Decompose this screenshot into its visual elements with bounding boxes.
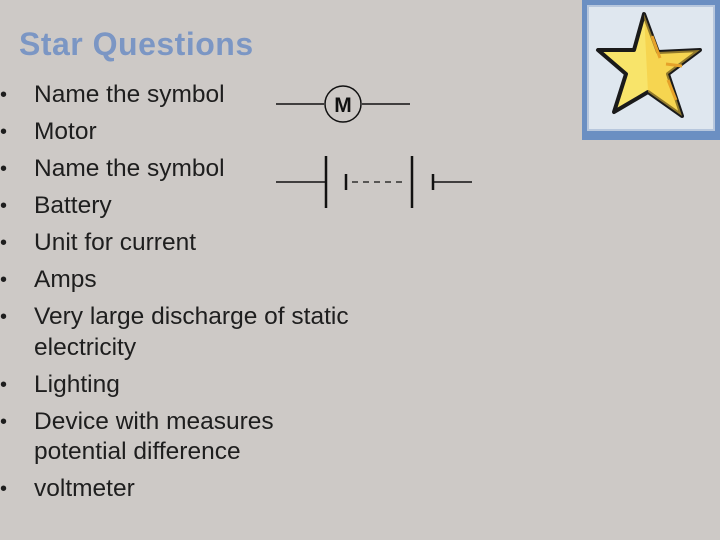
battery-symbol-icon <box>270 150 480 212</box>
bullet-item: • Battery <box>0 191 480 222</box>
bullet-item: • Device with measures potential difference <box>0 407 334 468</box>
star-icon <box>582 0 720 140</box>
bullet-item: • Name the symbol <box>0 154 480 185</box>
motor-letter: M <box>334 94 352 117</box>
slide-title: Star Questions <box>19 26 254 62</box>
bullet-item: • Lighting <box>0 370 480 401</box>
bullet-item: • voltmeter <box>0 474 480 505</box>
bullet-item: • Name the symbol <box>0 80 480 111</box>
bullet-item: • Very large discharge of static electricity <box>0 302 414 363</box>
bullet-item: • Amps <box>0 265 480 296</box>
bullet-list <box>0 80 480 511</box>
bullet-item: • Unit for current <box>0 228 480 259</box>
motor-symbol-icon <box>270 84 420 124</box>
bullet-item: • Motor <box>0 117 480 148</box>
